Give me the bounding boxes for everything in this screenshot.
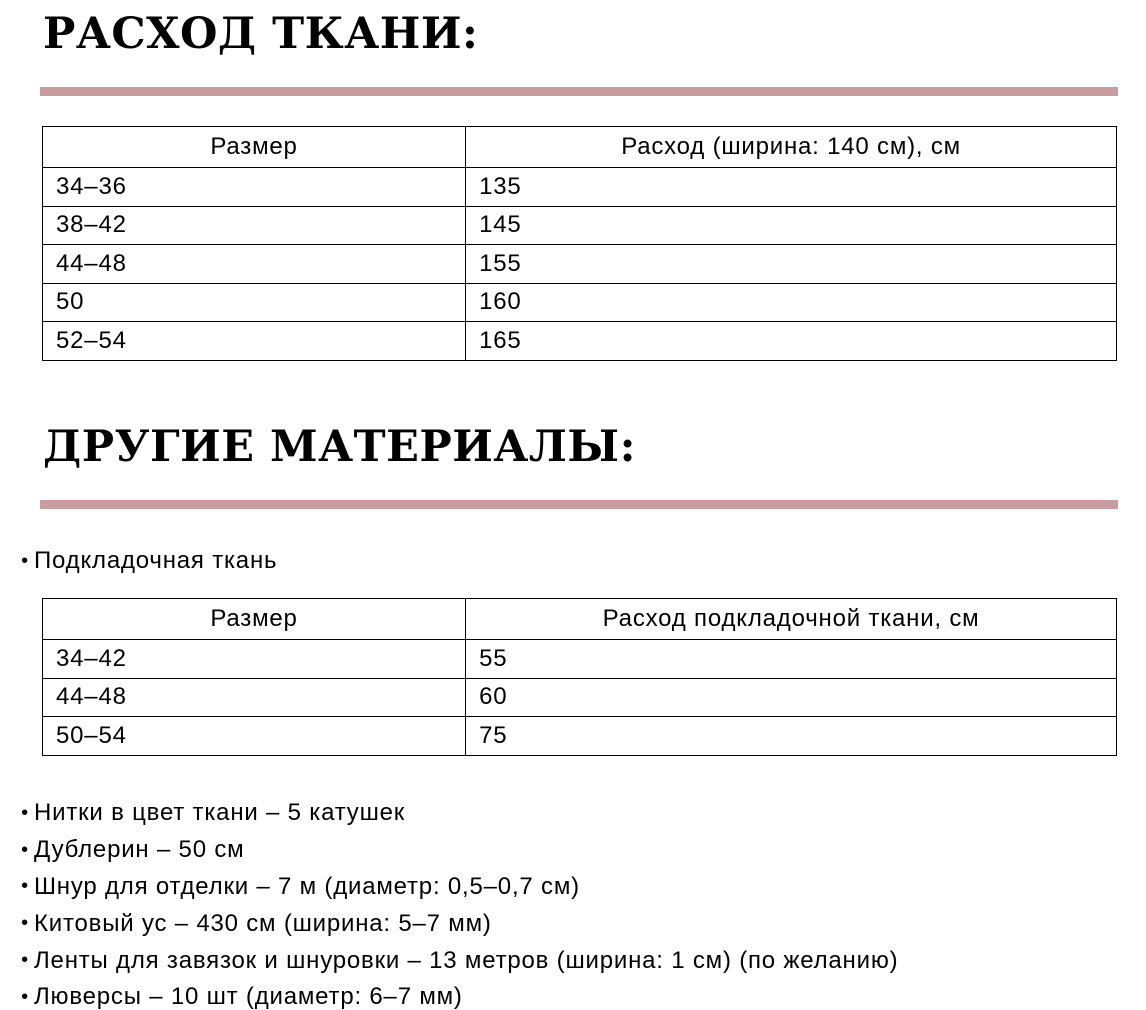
size-cell: 50–54 bbox=[43, 717, 466, 756]
consumption-cell: 160 bbox=[466, 283, 1117, 322]
column-header-lining-consumption: Расход подкладочной ткани, см bbox=[466, 599, 1117, 640]
bullet-text: Подкладочная ткань bbox=[34, 547, 278, 574]
list-item-dublerin bbox=[18, 832, 898, 869]
consumption-cell: 55 bbox=[466, 640, 1117, 679]
bullet-text: Китовый ус – 430 см (ширина: 5–7 мм) bbox=[34, 909, 492, 937]
bullet-text: Ленты для завязок и шнуровки – 13 метров (ширина: 1 см) (по желанию) bbox=[34, 946, 899, 974]
table-row bbox=[43, 322, 1117, 361]
table-row bbox=[43, 717, 1117, 756]
column-header-size: Размер bbox=[43, 127, 466, 168]
bullet-icon: • bbox=[21, 875, 29, 898]
size-cell: 38–42 bbox=[43, 206, 466, 245]
size-cell: 34–42 bbox=[43, 640, 466, 679]
consumption-cell: 145 bbox=[466, 206, 1117, 245]
bullet-text: Люверсы – 10 шт (диаметр: 6–7 мм) bbox=[34, 983, 463, 1010]
bullet-icon: • bbox=[21, 949, 29, 972]
consumption-cell: 60 bbox=[466, 678, 1117, 717]
bullet-text: Дублерин – 50 см bbox=[34, 836, 245, 864]
table-row bbox=[43, 245, 1117, 284]
list-item-cord bbox=[18, 869, 898, 906]
accent-divider-rule bbox=[40, 87, 1118, 96]
bullet-icon: • bbox=[21, 801, 29, 824]
size-cell: 52–54 bbox=[43, 322, 466, 361]
bullet-icon: • bbox=[21, 985, 29, 1008]
materials-list bbox=[18, 795, 898, 1010]
table-header-row bbox=[43, 599, 1117, 640]
size-cell: 34–36 bbox=[43, 168, 466, 207]
table-row bbox=[43, 640, 1117, 679]
consumption-cell: 155 bbox=[466, 245, 1117, 284]
table-row bbox=[43, 678, 1117, 717]
list-item-boning bbox=[18, 905, 898, 942]
lining-consumption-table bbox=[42, 598, 1117, 756]
section-title-other-materials: ДРУГИЕ МАТЕРИАЛЫ: bbox=[43, 422, 636, 472]
bullet-icon: • bbox=[21, 838, 29, 861]
accent-divider-rule bbox=[40, 500, 1118, 509]
size-cell: 44–48 bbox=[43, 678, 466, 717]
list-item-lining-fabric bbox=[18, 546, 277, 576]
table-row bbox=[43, 168, 1117, 207]
size-cell: 50 bbox=[43, 283, 466, 322]
consumption-cell: 135 bbox=[466, 168, 1117, 207]
bullet-icon: • bbox=[21, 549, 29, 572]
bullet-text: Шнур для отделки – 7 м (диаметр: 0,5–0,7 см) bbox=[34, 872, 580, 900]
table-header-row bbox=[43, 127, 1117, 168]
column-header-size: Размер bbox=[43, 599, 466, 640]
list-item-threads bbox=[18, 795, 898, 832]
list-item-ribbons bbox=[18, 942, 898, 979]
consumption-cell: 75 bbox=[466, 717, 1117, 756]
fabric-consumption-table bbox=[42, 126, 1117, 361]
column-header-consumption: Расход (ширина: 140 см), см bbox=[466, 127, 1117, 168]
size-cell: 44–48 bbox=[43, 245, 466, 284]
table-row bbox=[43, 206, 1117, 245]
list-item-eyelets bbox=[18, 979, 898, 1010]
bullet-text: Нитки в цвет ткани – 5 катушек bbox=[34, 799, 406, 827]
consumption-cell: 165 bbox=[466, 322, 1117, 361]
section-title-fabric-consumption: РАСХОД ТКАНИ: bbox=[43, 9, 479, 59]
bullet-icon: • bbox=[21, 912, 29, 935]
table-row bbox=[43, 283, 1117, 322]
